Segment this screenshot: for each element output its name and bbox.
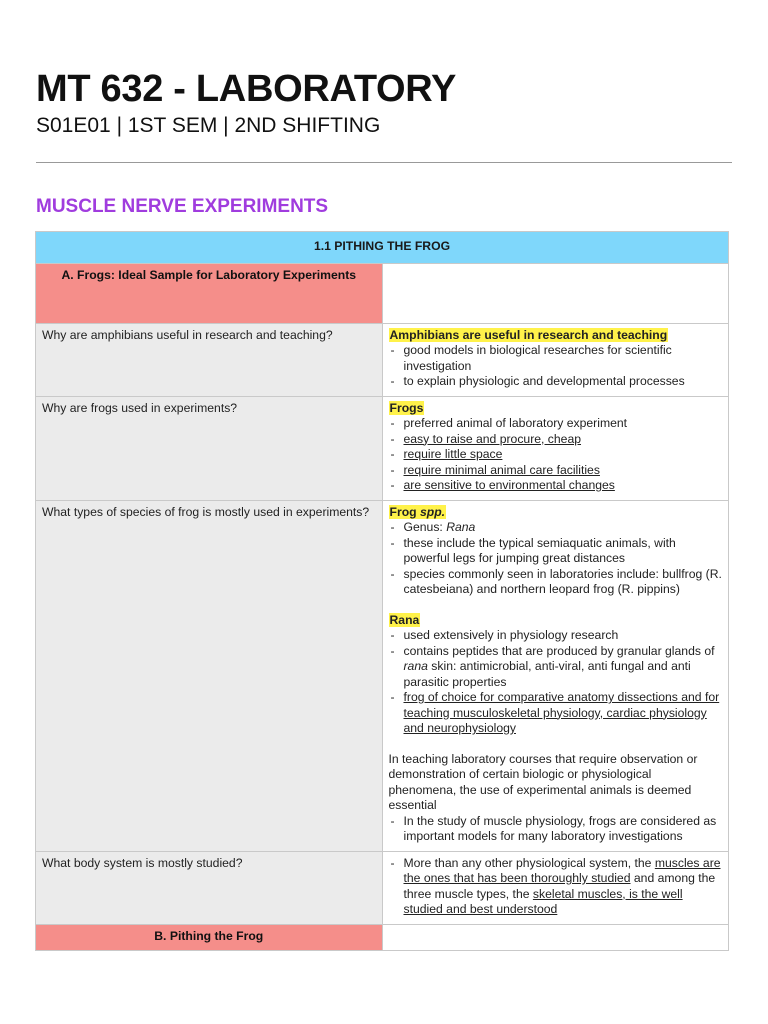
underlined-text: frog of choice for comparative anatomy dissections and for teaching musculoskeletal physiology, cardiac physiology and neurophysiology — [403, 690, 720, 735]
section-b-empty — [382, 924, 729, 951]
page-subtitle: S01E01 | 1ST SEM | 2ND SHIFTING — [36, 114, 381, 137]
table-header-row — [36, 232, 729, 264]
divider — [36, 162, 732, 163]
table-row — [36, 396, 729, 500]
underlined-text: require minimal animal care facilities — [403, 462, 600, 477]
section-a-label: A. Frogs: Ideal Sample for Laboratory Experiments — [36, 263, 383, 323]
table-header: 1.1 PITHING THE FROG — [36, 232, 729, 264]
list-item — [389, 432, 723, 448]
bullet-list — [389, 814, 723, 845]
list-item: - used extensively in physiology research — [389, 628, 723, 644]
heading-text: Frog — [389, 504, 420, 519]
table-row — [36, 500, 729, 851]
table-row — [36, 323, 729, 396]
question-cell: What body system is mostly studied? — [36, 851, 383, 924]
question-cell: What types of species of frog is mostly used in experiments? — [36, 500, 383, 851]
answer-heading: Frogs — [389, 400, 424, 415]
bullet-list — [389, 343, 723, 390]
list-item: - good models in biological researches for scientific investigation — [389, 343, 723, 374]
answer-cell — [382, 851, 729, 924]
answer-cell — [382, 396, 729, 500]
table-row — [36, 851, 729, 924]
list-item — [389, 447, 723, 463]
question-cell: Why are amphibians useful in research and teaching? — [36, 323, 383, 396]
paragraph: In teaching laboratory courses that require observation or demonstration of certain biologic or physiological phenomena, the use of experimental animals is deemed essential — [388, 751, 698, 812]
text-segment: contains peptides that are produced by granular glands of — [403, 643, 715, 658]
answer-heading: Amphibians are useful in research and teaching — [389, 327, 668, 342]
list-item — [389, 644, 723, 691]
section-heading: MUSCLE NERVE EXPERIMENTS — [36, 196, 329, 217]
answer-cell — [382, 323, 729, 396]
section-b-label: B. Pithing the Frog — [36, 924, 383, 951]
answer-heading — [389, 505, 447, 519]
underlined-text: require little space — [403, 447, 503, 461]
list-item: - In the study of muscle physiology, frogs are considered as important models for many laboratory investigations — [389, 814, 723, 845]
bullet-list — [389, 628, 723, 737]
answer-cell — [382, 500, 729, 851]
genus-value: Rana — [446, 520, 476, 534]
underlined-text: are sensitive to environmental changes — [403, 478, 615, 492]
notes-table — [35, 231, 729, 951]
text-segment: and among the three muscle types, the — [403, 871, 716, 901]
table-row — [36, 924, 729, 951]
list-item — [389, 478, 723, 494]
underlined-text: skeletal muscles, is the well studied and best understood — [403, 886, 683, 916]
list-item: - preferred animal of laboratory experiment — [389, 416, 723, 432]
text-segment: skin: antimicrobial, anti-viral, anti fungal and anti parasitic properties — [403, 659, 691, 689]
bullet-list — [389, 520, 723, 598]
list-item: - to explain physiologic and developmental processes — [389, 374, 723, 390]
list-item — [389, 856, 723, 918]
bullet-list — [389, 856, 723, 918]
bullet-list — [389, 416, 723, 494]
list-item — [389, 690, 723, 737]
underlined-text: easy to raise and procure, cheap — [403, 431, 582, 446]
table-row — [36, 263, 729, 323]
list-item: - these include the typical semiaquatic animals, with powerful legs for jumping great distances — [389, 536, 723, 567]
italic-text: rana — [403, 659, 428, 673]
question-cell: Why are frogs used in experiments? — [36, 396, 383, 500]
heading-italic: spp. — [419, 504, 446, 519]
list-item — [389, 463, 723, 479]
section-a-empty — [382, 263, 729, 323]
list-item — [389, 520, 723, 536]
underlined-text: muscles are the ones that has been thoroughly studied — [403, 855, 721, 885]
text-segment: More than any other physiological system, the — [403, 855, 655, 870]
genus-label: Genus: — [403, 520, 447, 534]
answer-heading: Rana — [389, 612, 420, 627]
page-title: MT 632 - LABORATORY — [36, 68, 457, 110]
list-item: - species commonly seen in laboratories include: bullfrog (R. catesbeiana) and northern leopard frog (R. pippins) — [389, 567, 723, 598]
